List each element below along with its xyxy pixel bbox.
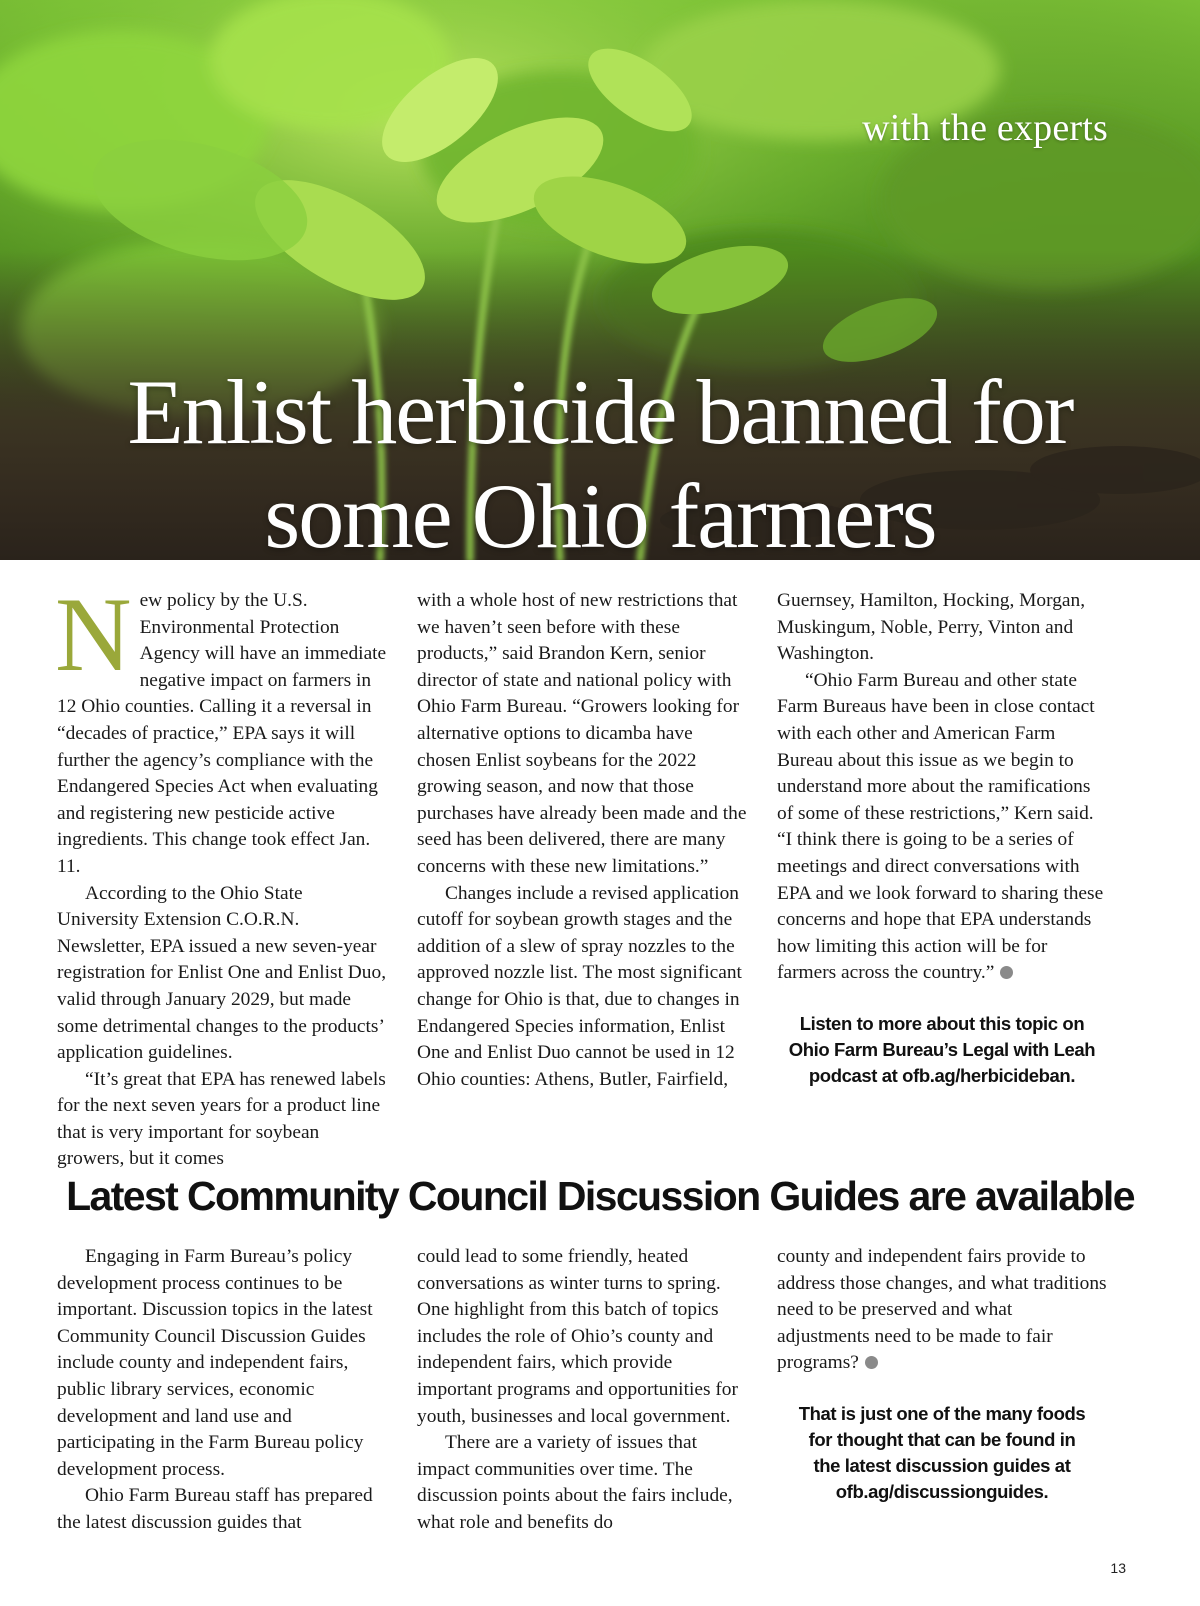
- article-1-paragraph: [55, 576, 387, 881]
- article-1-column-2: [417, 588, 747, 1173]
- callout-line: Ohio Farm Bureau’s Legal with Leah: [788, 1038, 1096, 1060]
- callout-line: podcast at ofb.ag/herbicideban.: [808, 1064, 1076, 1086]
- hero-photo-banner: [0, 0, 1200, 560]
- article-1-column-3: [777, 588, 1107, 1173]
- article-1-paragraph: Guernsey, Hamilton, Hocking, Morgan, Muskingum, Noble, Perry, Vinton and Washington.: [777, 590, 1086, 665]
- drop-cap: N: [55, 576, 132, 693]
- callout-line: Listen to more about this topic on: [799, 1012, 1085, 1034]
- article-2-column-2: [417, 1244, 747, 1537]
- headline-line-2: some Ohio farmers: [264, 465, 936, 560]
- article-2-column-1: [57, 1244, 387, 1537]
- article-1-paragraph: [777, 668, 1107, 987]
- article-2-body: [57, 1244, 1107, 1537]
- article-2-paragraph: Ohio Farm Bureau staff has prepared the latest discussion guides that: [57, 1485, 373, 1533]
- podcast-callout: [777, 1011, 1107, 1089]
- callout-line: the latest discussion guides at: [813, 1454, 1071, 1476]
- article-1-paragraph: “It’s great that EPA has renewed labels for the next seven years for a product line that is very important for soybean growers, but it comes: [57, 1068, 386, 1170]
- article-headline: [0, 360, 1200, 560]
- paragraph-text: “Ohio Farm Bureau and other state Farm Bureaus have been in close contact with each other and American Farm Bureau about this issue as we begin to understand more about the ramifications of some of these restrictions,” Kern said. “I think there is going to be a series of meetings and direct conversations with EPA and we look forward to sharing these concerns and hope that EPA understands how limiting this action will be for farmers across the country.”: [777, 669, 1104, 984]
- callout-line: That is just one of the many foods: [798, 1402, 1086, 1424]
- article-2-paragraph: Engaging in Farm Bureau’s policy development process continues to be important. Discussion topics in the latest Community Council Discussion Guides include county and independent fairs, public library services, economic development and land use and participating in the Farm Bureau policy development process.: [57, 1246, 373, 1480]
- article-1-column-1: [55, 576, 387, 1173]
- article-2-column-3: [777, 1244, 1107, 1537]
- article-2-headline: Latest Community Council Discussion Guides are available: [66, 1173, 1134, 1219]
- paragraph-text: ew policy by the U.S. Environmental Protection Agency will have an immediate negative impact on farmers in 12 Ohio counties. Calling it a reversal in “decades of practice,” EPA says it will further the agency’s compliance with the Endangered Species Act when evaluating and registering new pesticide active ingredients. This change took effect Jan. 11.: [57, 590, 387, 877]
- article-2-paragraph: [777, 1244, 1107, 1377]
- discussion-guides-callout: [777, 1401, 1107, 1505]
- article-2-paragraph: There are a variety of issues that impact communities over time. The discussion points about the fairs include, what role and benefits do: [417, 1432, 733, 1533]
- headline-line-1: Enlist herbicide banned for: [127, 361, 1073, 463]
- article-1-paragraph: According to the Ohio State University Extension C.O.R.N. Newsletter, EPA issued a new seven-year registration for Enlist One and Enlist Duo, valid through January 2029, but made some detrimental changes to the products’ application guidelines.: [57, 882, 387, 1064]
- article-2-paragraph: could lead to some friendly, heated conversations as winter turns to spring. One highlight from this batch of topics includes the role of Ohio’s county and independent fairs, which provide important programs and opportunities for youth, businesses and local government.: [417, 1246, 738, 1427]
- paragraph-text: county and independent fairs provide to address those changes, and what traditions need to be preserved and what adjustments need to be made to fair programs?: [777, 1246, 1107, 1374]
- end-of-article-dot-icon: [1000, 966, 1013, 979]
- callout-line: ofb.ag/discussionguides.: [835, 1480, 1049, 1502]
- callout-line: for thought that can be found in: [808, 1428, 1076, 1450]
- article-1-paragraph: with a whole host of new restrictions that we haven’t seen before with these products,” said Brandon Kern, senior director of state and national policy with Ohio Farm Bureau. “Growers looking for alternative options to dicamba have chosen Enlist soybeans for the 2022 growing season, and now that those purchases have already been made and the seed has been delivered, there are many concerns with these new limitations.”: [417, 590, 747, 877]
- article-1-paragraph: Changes include a revised application cutoff for soybean growth stages and the addition of a slew of spray nozzles to the approved nozzle list. The most significant change for Ohio is that, due to changes in Endangered Species information, Enlist One and Enlist Duo cannot be used in 12 Ohio counties: Athens, Butler, Fairfield,: [417, 882, 742, 1090]
- article-1-body: [55, 576, 1107, 1173]
- section-kicker: with the experts: [862, 107, 1108, 149]
- end-of-article-dot-icon: [865, 1356, 878, 1369]
- page-number: 13: [1110, 1560, 1126, 1576]
